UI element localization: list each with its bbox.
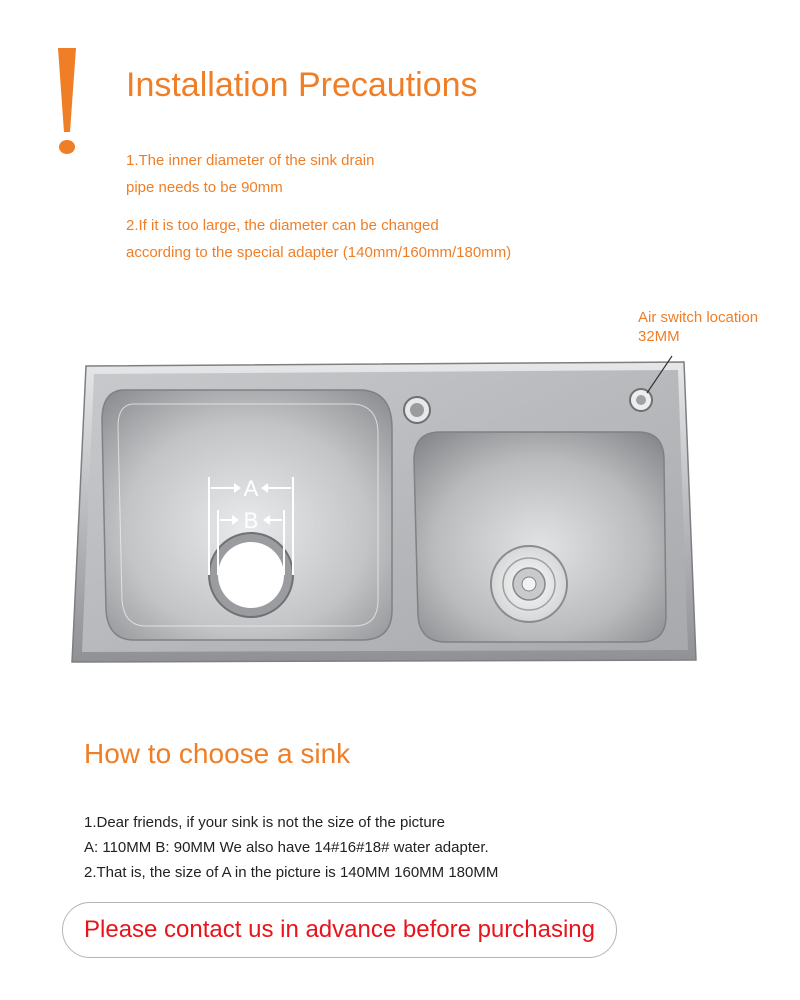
- contact-callout: [62, 902, 617, 958]
- guide-line: 1.Dear friends, if your sink is not the size of the picture: [84, 814, 446, 831]
- dimension-a-label: A: [243, 476, 259, 501]
- section-title: How to choose a sink: [84, 738, 351, 769]
- note-line: pipe needs to be 90mm: [126, 179, 283, 196]
- guide-text: [84, 810, 498, 885]
- guide-line: A: 110MM B: 90MM We also have 14#16#18# water adapter.: [84, 839, 489, 856]
- note-line: 2.If it is too large, the diameter can be changed: [126, 217, 439, 234]
- left-drain-opening: [218, 542, 284, 608]
- dimension-b-label: B: [243, 508, 259, 533]
- note-line: 1.The inner diameter of the sink drain: [126, 152, 375, 169]
- contact-callout-label: Please contact us in advance before purchasing: [84, 916, 595, 943]
- guide-line: 2.That is, the size of A in the picture is 140MM 160MM 180MM: [84, 864, 499, 881]
- air-switch-size: 32MM: [638, 328, 680, 345]
- page-title: Installation Precautions: [126, 66, 478, 104]
- air-switch-title: Air switch location: [638, 309, 759, 326]
- note-line: according to the special adapter (140mm/160mm/180mm): [126, 244, 512, 261]
